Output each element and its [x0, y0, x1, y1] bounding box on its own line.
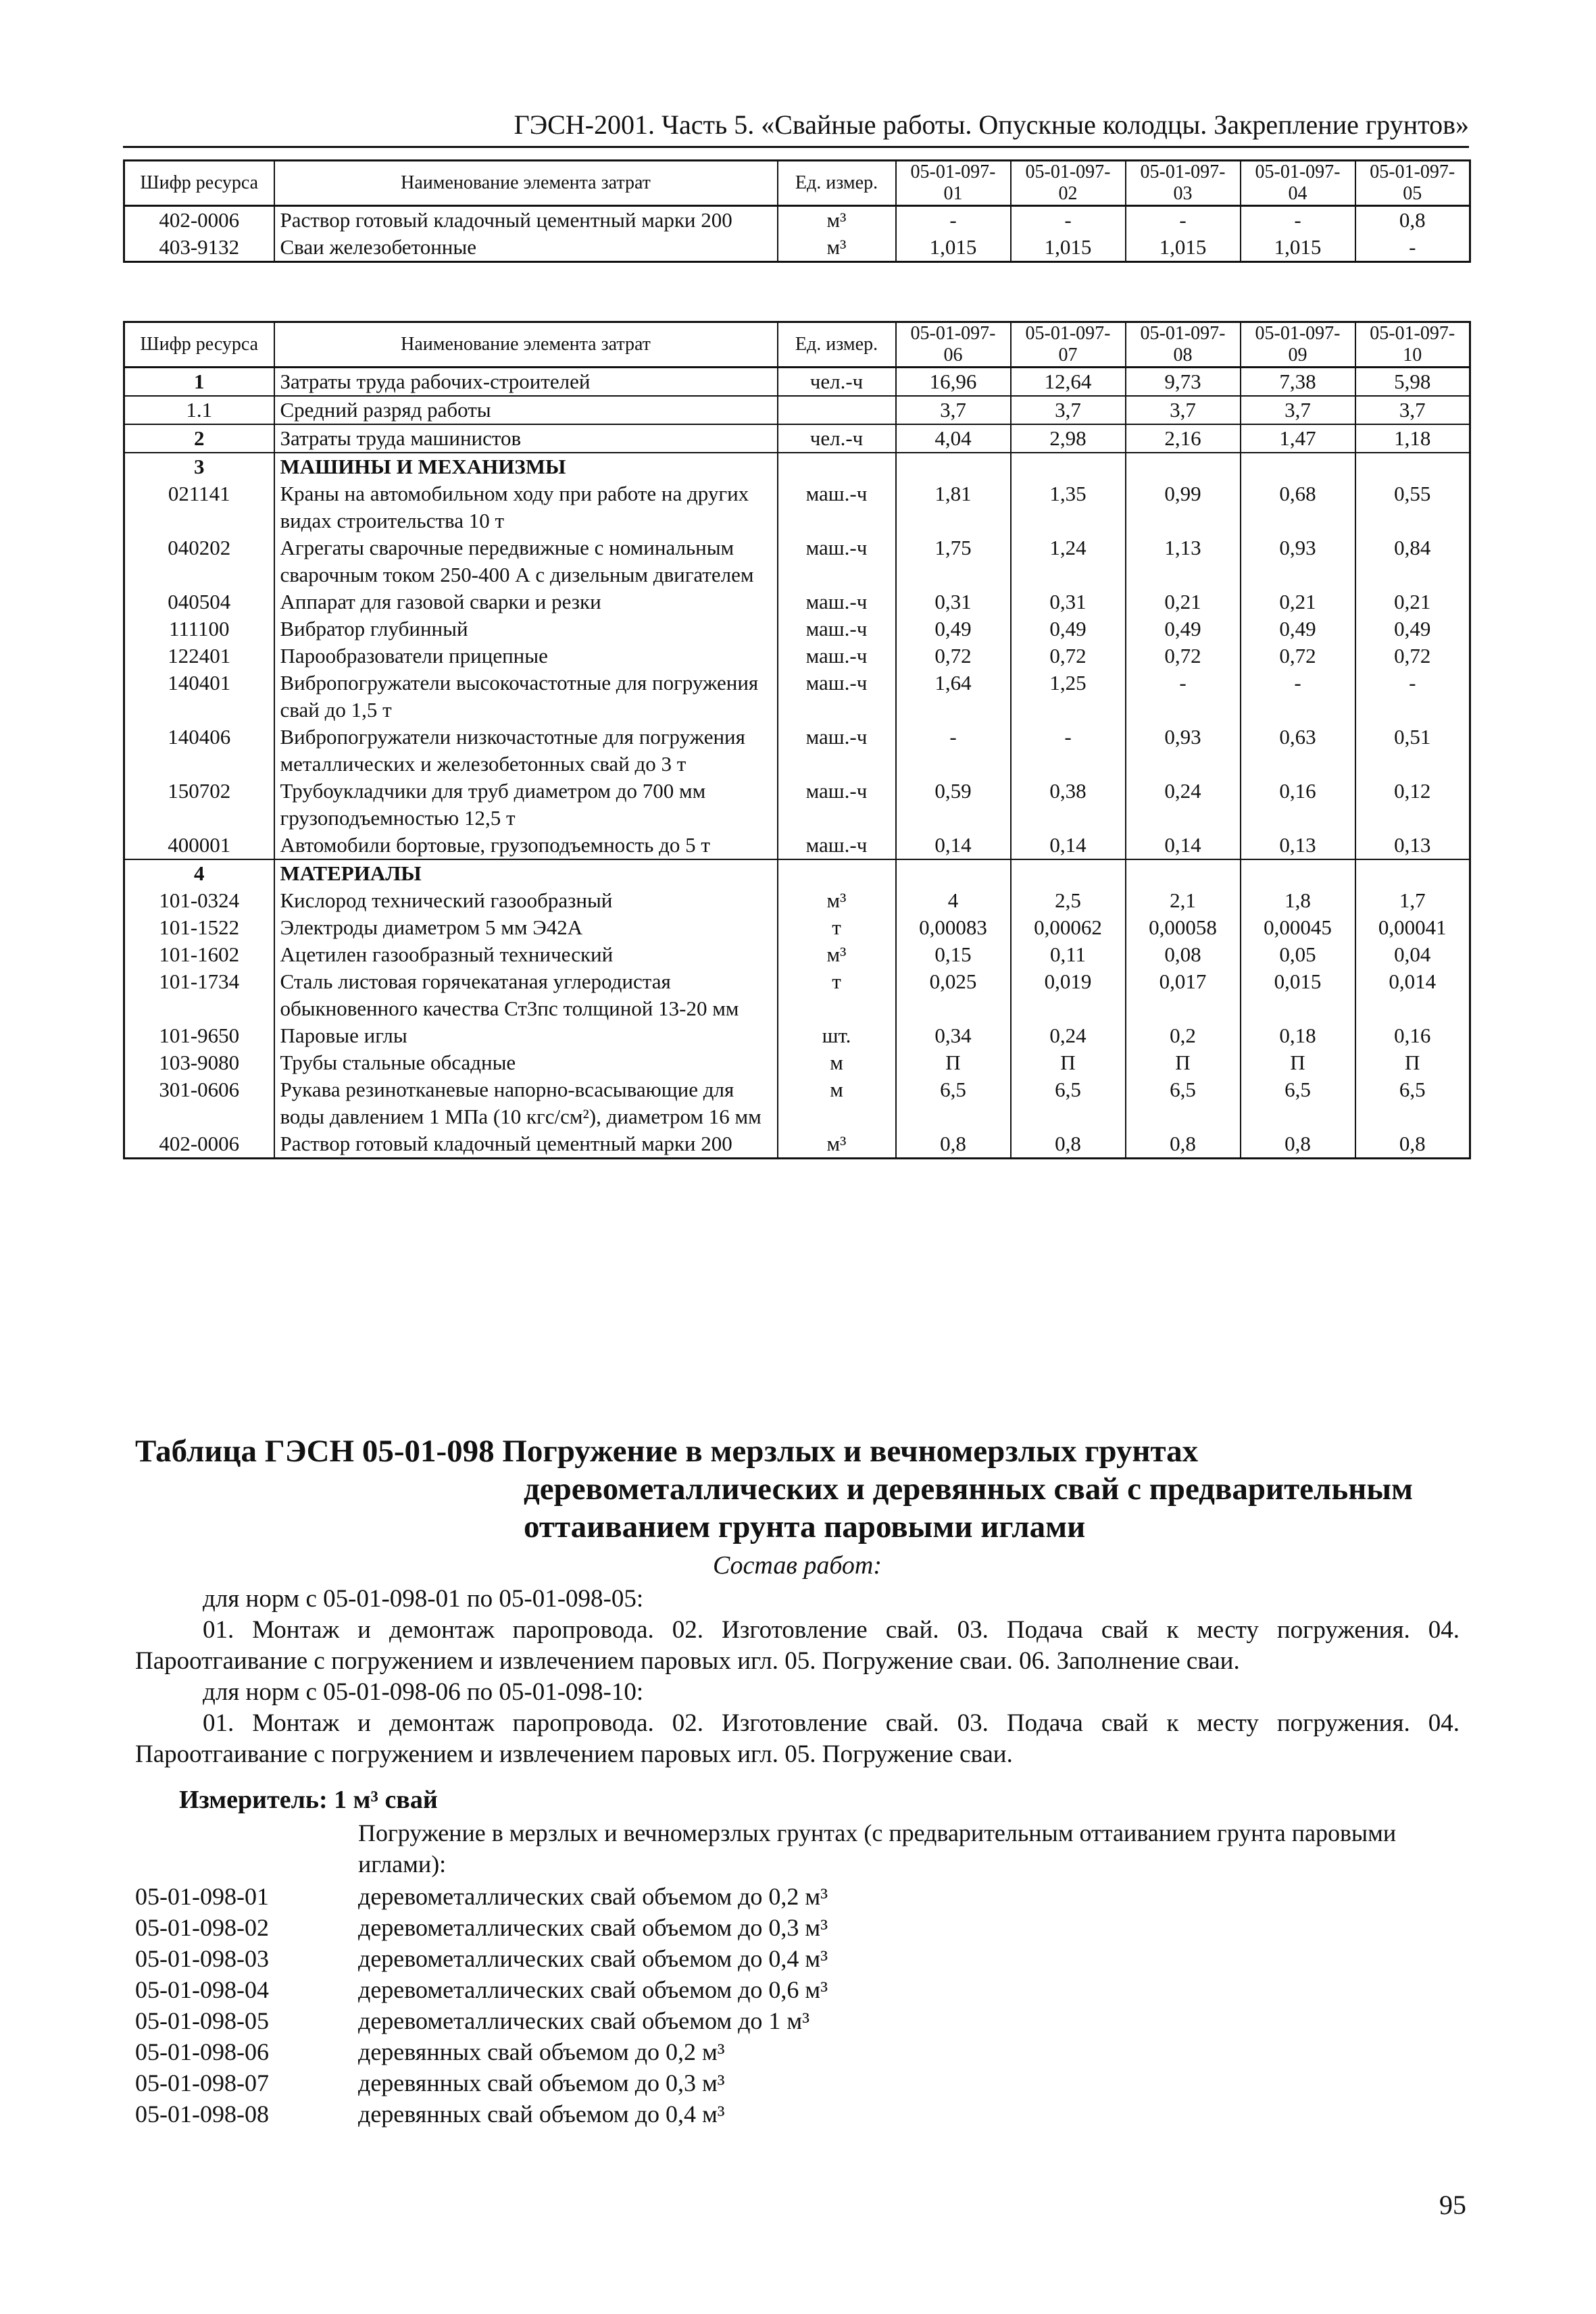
resource-code-cell: 4	[124, 859, 274, 887]
resource-name-cell: Кислород технический газообразный	[274, 887, 778, 914]
value-cell: 0,019	[1011, 968, 1126, 1022]
value-cell: 6,5	[1355, 1076, 1470, 1130]
value-cell: 0,017	[1126, 968, 1241, 1022]
value-cell: 0,015	[1241, 968, 1355, 1022]
value-cell: 0,13	[1241, 832, 1355, 859]
value-cell: 12,64	[1011, 368, 1126, 397]
norm-code: 05-01-098-08	[135, 2101, 269, 2128]
resource-name-cell: Вибропогружатели высокочастотные для погружения свай до 1,5 т	[274, 670, 778, 724]
unit-cell: м	[778, 1076, 896, 1130]
resource-code-cell: 403-9132	[124, 234, 274, 262]
value-cell: 0,16	[1355, 1022, 1470, 1049]
header-col-5: 05-01-097-10	[1355, 322, 1470, 368]
header-col-1: 05-01-097-01	[896, 161, 1011, 206]
value-cell: 1,13	[1126, 534, 1241, 588]
unit-cell: м	[778, 1049, 896, 1076]
running-header: ГЭСН-2001. Часть 5. «Свайные работы. Опускные колодцы. Закрепление грунтов»	[123, 108, 1469, 148]
value-cell: 0,00062	[1011, 914, 1126, 941]
value-cell: -	[1241, 670, 1355, 724]
resource-name-cell: Затраты труда машинистов	[274, 424, 778, 453]
header-code: Шифр ресурса	[124, 161, 274, 206]
resource-code-cell: 150702	[124, 778, 274, 832]
unit-cell: маш.-ч	[778, 832, 896, 859]
section-title-line-1: Таблица ГЭСН 05-01-098 Погружение в мерзлых и вечномерзлых грунтах	[135, 1434, 1199, 1469]
norm-code: 05-01-098-03	[135, 1945, 269, 1972]
value-cell: 0,31	[896, 588, 1011, 615]
table-row	[124, 914, 1470, 941]
value-cell: 0,08	[1126, 941, 1241, 968]
norm-text: деревянных свай объемом до 0,2 м³	[358, 2038, 725, 2065]
value-cell: 0,93	[1126, 724, 1241, 778]
resource-name-cell: Парообразователи прицепные	[274, 643, 778, 670]
section-title-line-2: деревометаллических и деревянных свай с предварительным	[524, 1472, 1414, 1507]
resource-table-top	[123, 159, 1471, 263]
norm-code: 05-01-098-02	[135, 1914, 269, 1941]
table-row	[124, 643, 1470, 670]
section-title-line-3: оттаиванием грунта паровыми иглами	[524, 1509, 1086, 1544]
value-cell: 0,51	[1355, 724, 1470, 778]
unit-cell: маш.-ч	[778, 615, 896, 643]
value-cell: 0,05	[1241, 941, 1355, 968]
table-row	[124, 1022, 1470, 1049]
works-2: 01. Монтаж и демонтаж паропровода. 02. Изготовление свай. 03. Подача свай к месту погружения. 04. Пароотгаивание с погружением и извлечением паровых игл. 05. Погружение сваи.	[135, 1709, 1460, 1768]
resource-name-cell: Затраты труда рабочих-строителей	[274, 368, 778, 397]
norm-item	[135, 2005, 828, 2036]
resource-name-cell: Ацетилен газообразный технический	[274, 941, 778, 968]
norm-text: деревянных свай объемом до 0,4 м³	[358, 2101, 725, 2128]
value-cell: 2,98	[1011, 424, 1126, 453]
value-cell: 0,15	[896, 941, 1011, 968]
value-cell: П	[1126, 1049, 1241, 1076]
value-cell: 0,72	[1126, 643, 1241, 670]
unit-cell: м³	[778, 887, 896, 914]
resource-name-cell: МАШИНЫ И МЕХАНИЗМЫ	[274, 453, 778, 480]
value-cell: 3,7	[1241, 396, 1355, 424]
value-cell: 1,015	[1126, 234, 1241, 262]
value-cell: -	[896, 724, 1011, 778]
value-cell	[1241, 859, 1355, 887]
header-col-2: 05-01-097-07	[1011, 322, 1126, 368]
value-cell: 0,04	[1355, 941, 1470, 968]
unit-cell: маш.-ч	[778, 778, 896, 832]
resource-name-cell: Рукава резинотканевые напорно-всасывающие для воды давлением 1 МПа (10 кгс/см²), диаметром 16 мм	[274, 1076, 778, 1130]
unit-cell: м³	[778, 941, 896, 968]
norm-item	[135, 1912, 828, 1943]
value-cell: 1,015	[896, 234, 1011, 262]
value-cell: 0,49	[1355, 615, 1470, 643]
value-cell: 0,00041	[1355, 914, 1470, 941]
resource-code-cell: 140406	[124, 724, 274, 778]
value-cell: -	[1241, 206, 1355, 234]
norm-text: деревометаллических свай объемом до 0,2 м³	[358, 1883, 828, 1910]
section-title	[135, 1432, 1473, 1546]
value-cell	[1126, 859, 1241, 887]
value-cell: 0,55	[1355, 480, 1470, 534]
page-number: 95	[1439, 2190, 1466, 2220]
works-1: 01. Монтаж и демонтаж паропровода. 02. Изготовление свай. 03. Подача свай к месту погружения. 04. Пароотгаивание с погружением и извлечением паровых игл. 05. Погружение сваи. 06. Заполнение сваи.	[135, 1616, 1460, 1675]
value-cell: 0,00045	[1241, 914, 1355, 941]
value-cell: 1,35	[1011, 480, 1126, 534]
header-col-5: 05-01-097-05	[1355, 161, 1470, 206]
value-cell: -	[1126, 206, 1241, 234]
table-row	[124, 1049, 1470, 1076]
value-cell: 2,16	[1126, 424, 1241, 453]
resource-name-cell: Краны на автомобильном ходу при работе на других видах строительства 10 т	[274, 480, 778, 534]
value-cell: 0,34	[896, 1022, 1011, 1049]
norm-code: 05-01-098-01	[135, 1883, 269, 1910]
unit-cell: чел.-ч	[778, 424, 896, 453]
table-row	[124, 778, 1470, 832]
norm-code: 05-01-098-05	[135, 2007, 269, 2034]
value-cell: 0,8	[896, 1130, 1011, 1159]
unit-cell: м³	[778, 1130, 896, 1159]
resource-name-cell: Автомобили бортовые, грузоподъемность до 5 т	[274, 832, 778, 859]
value-cell	[1355, 453, 1470, 480]
unit-cell: маш.-ч	[778, 643, 896, 670]
value-cell: 0,14	[1126, 832, 1241, 859]
value-cell: 0,13	[1355, 832, 1470, 859]
value-cell: 0,21	[1126, 588, 1241, 615]
value-cell: 0,68	[1241, 480, 1355, 534]
value-cell: 6,5	[896, 1076, 1011, 1130]
table-header-row	[124, 161, 1470, 206]
unit-cell	[778, 453, 896, 480]
resource-name-cell: МАТЕРИАЛЫ	[274, 859, 778, 887]
value-cell: 0,93	[1241, 534, 1355, 588]
resource-name-cell: Трубоукладчики для труб диаметром до 700 мм грузоподъемностью 12,5 т	[274, 778, 778, 832]
resource-code-cell: 301-0606	[124, 1076, 274, 1130]
unit-cell: чел.-ч	[778, 368, 896, 397]
table-row	[124, 968, 1470, 1022]
value-cell: 1,8	[1241, 887, 1355, 914]
table-row	[124, 206, 1470, 234]
header-code: Шифр ресурса	[124, 322, 274, 368]
resource-name-cell: Средний разряд работы	[274, 396, 778, 424]
header-col-3: 05-01-097-08	[1126, 322, 1241, 368]
value-cell: 0,49	[1126, 615, 1241, 643]
table-row	[124, 368, 1470, 397]
resource-table-main	[123, 321, 1471, 1159]
value-cell: -	[1011, 206, 1126, 234]
resource-code-cell: 402-0006	[124, 1130, 274, 1159]
value-cell: 6,5	[1126, 1076, 1241, 1130]
value-cell: 0,72	[1241, 643, 1355, 670]
header-col-2: 05-01-097-02	[1011, 161, 1126, 206]
header-name: Наименование элемента затрат	[274, 322, 778, 368]
value-cell: П	[1355, 1049, 1470, 1076]
resource-name-cell: Раствор готовый кладочный цементный марки 200	[274, 206, 778, 234]
value-cell: 3,7	[1011, 396, 1126, 424]
unit-cell: т	[778, 968, 896, 1022]
value-cell	[1241, 453, 1355, 480]
norm-text: деревометаллических свай объемом до 0,6 м³	[358, 1976, 828, 2003]
for-norms-1: для норм с 05-01-098-01 по 05-01-098-05:	[203, 1585, 644, 1613]
unit-cell: маш.-ч	[778, 588, 896, 615]
header-unit: Ед. измер.	[778, 322, 896, 368]
resource-name-cell: Аппарат для газовой сварки и резки	[274, 588, 778, 615]
value-cell: -	[1355, 234, 1470, 262]
value-cell: 1,81	[896, 480, 1011, 534]
unit-cell: м³	[778, 206, 896, 234]
value-cell: 0,72	[1011, 643, 1126, 670]
value-cell: -	[1355, 670, 1470, 724]
value-cell: 6,5	[1241, 1076, 1355, 1130]
value-cell: 0,24	[1011, 1022, 1126, 1049]
resource-code-cell: 101-1522	[124, 914, 274, 941]
norm-text: деревометаллических свай объемом до 1 м³	[358, 2007, 810, 2034]
section-row	[124, 859, 1470, 887]
value-cell: 4	[896, 887, 1011, 914]
value-cell: 3,7	[1126, 396, 1241, 424]
unit-cell	[778, 396, 896, 424]
value-cell: 2,1	[1126, 887, 1241, 914]
value-cell: 0,49	[896, 615, 1011, 643]
value-cell: 0,014	[1355, 968, 1470, 1022]
norm-code: 05-01-098-07	[135, 2069, 269, 2096]
value-cell: 0,38	[1011, 778, 1126, 832]
norm-item	[135, 2036, 828, 2067]
value-cell: 0,16	[1241, 778, 1355, 832]
header-name: Наименование элемента затрат	[274, 161, 778, 206]
norm-item	[135, 1881, 828, 1912]
value-cell: 0,99	[1126, 480, 1241, 534]
resource-code-cell: 402-0006	[124, 206, 274, 234]
resource-name-cell: Сталь листовая горячекатаная углеродистая обыкновенного качества Ст3пс толщиной 13-20 мм	[274, 968, 778, 1022]
header-col-3: 05-01-097-03	[1126, 161, 1241, 206]
table-row	[124, 534, 1470, 588]
resource-code-cell: 3	[124, 453, 274, 480]
resource-name-cell: Агрегаты сварочные передвижные с номинальным сварочным током 250-400 А с дизельным двигателем	[274, 534, 778, 588]
value-cell: 0,8	[1241, 1130, 1355, 1159]
resource-code-cell: 040202	[124, 534, 274, 588]
norm-text: деревометаллических свай объемом до 0,3 м³	[358, 1914, 828, 1941]
norms-description: Погружение в мерзлых и вечномерзлых грунтах (с предварительным оттаиванием грунта паровыми иглами):	[358, 1819, 1397, 1878]
norm-item	[135, 2098, 828, 2130]
norm-text: деревянных свай объемом до 0,3 м³	[358, 2069, 725, 2096]
unit-cell: маш.-ч	[778, 670, 896, 724]
table-body	[124, 206, 1470, 262]
composition-label: Состав работ:	[712, 1551, 882, 1580]
resource-name-cell: Сваи железобетонные	[274, 234, 778, 262]
value-cell: 3,7	[1355, 396, 1470, 424]
norm-item	[135, 2067, 828, 2098]
table-row	[124, 480, 1470, 534]
norm-code: 05-01-098-04	[135, 1976, 269, 2003]
value-cell: 0,21	[1241, 588, 1355, 615]
value-cell: 0,63	[1241, 724, 1355, 778]
value-cell: 0,72	[896, 643, 1011, 670]
value-cell: 0,14	[896, 832, 1011, 859]
value-cell	[1011, 859, 1126, 887]
value-cell: 1,25	[1011, 670, 1126, 724]
header-col-1: 05-01-097-06	[896, 322, 1011, 368]
section-row	[124, 453, 1470, 480]
value-cell: 0,18	[1241, 1022, 1355, 1049]
unit-cell: маш.-ч	[778, 480, 896, 534]
value-cell	[1355, 859, 1470, 887]
unit-cell	[778, 859, 896, 887]
norm-code: 05-01-098-06	[135, 2038, 269, 2065]
resource-name-cell: Паровые иглы	[274, 1022, 778, 1049]
value-cell: 0,31	[1011, 588, 1126, 615]
value-cell: 0,8	[1011, 1130, 1126, 1159]
table-row	[124, 588, 1470, 615]
value-cell: 0,49	[1241, 615, 1355, 643]
value-cell: 1,18	[1355, 424, 1470, 453]
value-cell: П	[1011, 1049, 1126, 1076]
resource-name-cell: Электроды диаметром 5 мм Э42А	[274, 914, 778, 941]
table-row	[124, 396, 1470, 424]
value-cell: 2,5	[1011, 887, 1126, 914]
table-row	[124, 670, 1470, 724]
unit-cell: т	[778, 914, 896, 941]
value-cell: 0,72	[1355, 643, 1470, 670]
value-cell: -	[1126, 670, 1241, 724]
value-cell: 1,75	[896, 534, 1011, 588]
value-cell: 0,14	[1011, 832, 1126, 859]
value-cell	[896, 859, 1011, 887]
value-cell: -	[1011, 724, 1126, 778]
norm-item	[135, 1974, 828, 2005]
unit-cell: маш.-ч	[778, 724, 896, 778]
value-cell: 0,12	[1355, 778, 1470, 832]
value-cell	[1126, 453, 1241, 480]
table-row	[124, 887, 1470, 914]
value-cell: 0,24	[1126, 778, 1241, 832]
value-cell: 0,00083	[896, 914, 1011, 941]
value-cell: 1,7	[1355, 887, 1470, 914]
header-col-4: 05-01-097-04	[1241, 161, 1355, 206]
unit-cell: шт.	[778, 1022, 896, 1049]
resource-code-cell: 1	[124, 368, 274, 397]
meter-label: Измеритель: 1 м³ свай	[179, 1786, 438, 1814]
resource-code-cell: 122401	[124, 643, 274, 670]
resource-code-cell: 101-1602	[124, 941, 274, 968]
header-unit: Ед. измер.	[778, 161, 896, 206]
value-cell: 0,21	[1355, 588, 1470, 615]
value-cell: 0,025	[896, 968, 1011, 1022]
table-row	[124, 1130, 1470, 1159]
value-cell: 9,73	[1126, 368, 1241, 397]
table-row	[124, 424, 1470, 453]
norm-list	[135, 1881, 828, 2130]
resource-code-cell: 2	[124, 424, 274, 453]
for-norms-2: для норм с 05-01-098-06 по 05-01-098-10:	[203, 1678, 644, 1706]
resource-code-cell: 040504	[124, 588, 274, 615]
resource-code-cell: 1.1	[124, 396, 274, 424]
value-cell: 7,38	[1241, 368, 1355, 397]
value-cell: 0,8	[1355, 1130, 1470, 1159]
value-cell: 3,7	[896, 396, 1011, 424]
value-cell: 0,59	[896, 778, 1011, 832]
value-cell: 5,98	[1355, 368, 1470, 397]
value-cell: П	[896, 1049, 1011, 1076]
resource-name-cell: Вибропогружатели низкочастотные для погружения металлических и железобетонных свай до 3 т	[274, 724, 778, 778]
value-cell: 0,11	[1011, 941, 1126, 968]
value-cell: 0,49	[1011, 615, 1126, 643]
resource-code-cell: 111100	[124, 615, 274, 643]
value-cell: 1,24	[1011, 534, 1126, 588]
value-cell	[896, 453, 1011, 480]
resource-code-cell: 101-9650	[124, 1022, 274, 1049]
unit-cell: м³	[778, 234, 896, 262]
resource-name-cell: Трубы стальные обсадные	[274, 1049, 778, 1076]
resource-code-cell: 400001	[124, 832, 274, 859]
table-row	[124, 615, 1470, 643]
resource-name-cell: Вибратор глубинный	[274, 615, 778, 643]
value-cell: 1,64	[896, 670, 1011, 724]
resource-code-cell: 140401	[124, 670, 274, 724]
value-cell: 4,04	[896, 424, 1011, 453]
resource-code-cell: 101-0324	[124, 887, 274, 914]
resource-code-cell: 103-9080	[124, 1049, 274, 1076]
table-body	[124, 368, 1470, 1159]
value-cell: 0,84	[1355, 534, 1470, 588]
table-row	[124, 234, 1470, 262]
value-cell: 6,5	[1011, 1076, 1126, 1130]
resource-code-cell: 021141	[124, 480, 274, 534]
table-row	[124, 941, 1470, 968]
resource-name-cell: Раствор готовый кладочный цементный марки 200	[274, 1130, 778, 1159]
table-row	[124, 724, 1470, 778]
unit-cell: маш.-ч	[778, 534, 896, 588]
table-row	[124, 1076, 1470, 1130]
value-cell: П	[1241, 1049, 1355, 1076]
resource-code-cell: 101-1734	[124, 968, 274, 1022]
value-cell: 0,8	[1126, 1130, 1241, 1159]
value-cell: 1,015	[1011, 234, 1126, 262]
value-cell: 1,47	[1241, 424, 1355, 453]
norm-text: деревометаллических свай объемом до 0,4 м³	[358, 1945, 828, 1972]
table-row	[124, 832, 1470, 859]
value-cell: 16,96	[896, 368, 1011, 397]
value-cell: 0,2	[1126, 1022, 1241, 1049]
header-col-4: 05-01-097-09	[1241, 322, 1355, 368]
value-cell: -	[896, 206, 1011, 234]
value-cell	[1011, 453, 1126, 480]
value-cell: 0,8	[1355, 206, 1470, 234]
value-cell: 1,015	[1241, 234, 1355, 262]
table-header-row	[124, 322, 1470, 368]
value-cell: 0,00058	[1126, 914, 1241, 941]
norm-item	[135, 1943, 828, 1974]
